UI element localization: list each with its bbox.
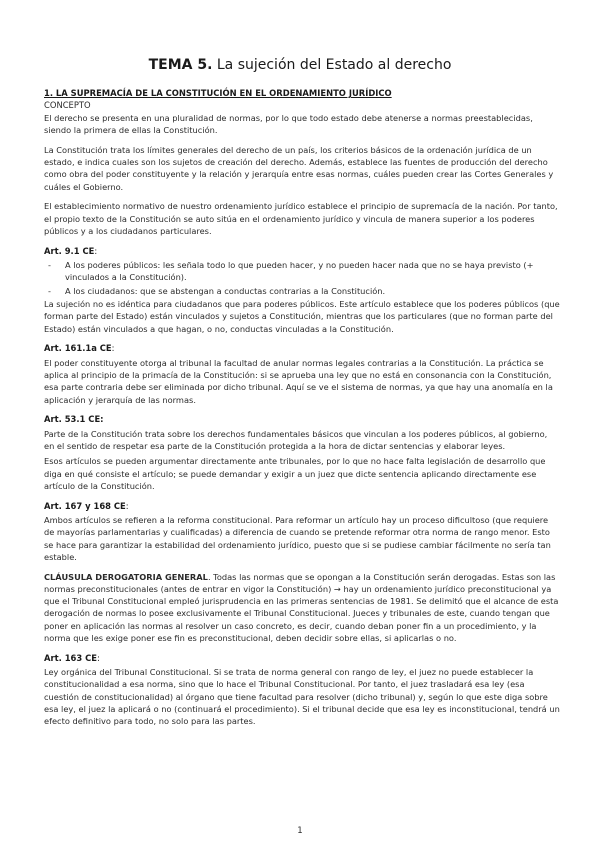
title-lead: TEMA 5. xyxy=(148,57,213,73)
paragraph: Parte de la Constitución trata sobre los derechos fundamentales básicos que vinculan a los poderes públicos, al gobierno, en el sentido de respetar esa parte de la Constitución protegida a la hora de dictar sentencias y elaborar leyes. xyxy=(44,428,548,451)
title-text: La sujeción del Estado al derecho xyxy=(216,57,452,73)
article-heading-163: Art. 163 CE: xyxy=(44,652,100,663)
article-heading-161: Art. 161.1a CE: xyxy=(44,343,115,354)
paragraph: Ley orgánica del Tribunal Constitucional. Si se trata de norma general con rango de ley, el juez no puede establecer la constitucionalidad a esa norma, sino que lo hace el Tribunal Constitucional. Por tanto, el juez trasladará esa ley (esa cuestión de constitucionalidad) al órgano que tiene facultad para resolver (dicho tribunal) y, según lo que este diga sobre esa ley, el juez la aplicará o no (continuará el procedimiento). Si el tribunal decide que esa ley es inconstitucional, tendrá un efecto definitivo para todo, no solo para las partes. xyxy=(44,667,560,727)
clausula-paragraph: CLÁUSULA DEROGATORIA GENERAL. Todas las normas que se opongan a la Constitución serán derogadas. Estas son las normas preconstitucionales (antes de entrar en vigor la Constitución) → hay un ordenamiento jurídico preconstitucional ya que el Tribunal Constitucional empleó jurisprudencia en las primeras sentencias de 1981. Se delimitó que el alcance de esta derogación de normas lo posee exclusivamente el Tribunal Constitucional. Jueces y tribunales de este, cuando tengan que poner en aplicación las normas al resolver un caso concreto, es decir, cuando deban poner fin a un procedimiento, y la norma que les exige poner ese fin es preconstitucional, deben decidir sobre ellas, si aplicarlas o no. xyxy=(44,571,559,644)
article-heading-9-1: Art. 9.1 CE: xyxy=(44,245,98,256)
section-heading: 1. LA SUPREMACÍA DE LA CONSTITUCIÓN EN EL ORDENAMIENTO JURÍDICO xyxy=(44,88,392,98)
section-subheading: CONCEPTO xyxy=(44,100,91,111)
list-item: - A los ciudadanos: que se abstengan a conductas contrarias a la Constitución. xyxy=(48,285,386,296)
page-number: 1 xyxy=(297,826,303,836)
paragraph: El establecimiento normativo de nuestro ordenamiento jurídico establece el principio de supremacía de la nación. Por tanto, el propio texto de la Constitución se auto sitúa en el ordenamiento jurídico y vincula de manera superior a los poderes públicos y a los ciudadanos particulares. xyxy=(44,201,558,236)
list-item: - A los poderes públicos: les señala todo lo que pueden hacer, y no pueden hacer nada que no se haya previsto (+ vinculados a la Constitución). xyxy=(48,260,534,283)
document-body xyxy=(44,87,560,735)
paragraph: La Constitución trata los límites generales del derecho de un país, los criterios básicos de la ordenación jurídica de un estado, e indica cuales son los sujetos de creación del derecho. Además, establece las fuentes de producción del derecho como obra del poder constituyente y la relación y jerarquía entre esas normas, cuáles pueden crear las Cortes Generales y cuáles el Gobierno. xyxy=(44,144,554,192)
article-heading-167-168: Art. 167 y 168 CE: xyxy=(44,500,129,511)
dash-list xyxy=(44,259,560,297)
page-title xyxy=(0,57,600,73)
paragraph: Ambos artículos se refieren a la reforma constitucional. Para reformar un artículo hay un proceso dificultoso (que requiere de mayorías parlamentarias y cualificadas) a diferencia de cuando se pretende reformar otra norma de rango menor. Esto se hace para garantizar la estabilidad del ordenamiento jurídico, puesto que si se pudiese cambiar fácilmente no sería tan estable. xyxy=(44,514,551,562)
paragraph: El poder constituyente otorga al tribunal la facultad de anular normas legales contrarias a la Constitución. La práctica se aplica al principio de la primacía de la Constitución: si se aprueba una ley que no está en consonancia con la Constitución, esa parte contraria debe ser eliminada por dicho tribunal. Aquí se ve el sistema de normas, ya que hay una anomalía en la aplicación y jerarquía de las normas. xyxy=(44,357,553,405)
clausula-label: CLÁUSULA DEROGATORIA GENERAL xyxy=(44,571,208,582)
paragraph: La sujeción no es idéntica para ciudadanos que para poderes públicos. Este artículo establece que los poderes públicos (que forman parte del Estado) están vinculados y sujetos a Constitución, mientras que los particulares (que no forman parte del Estado) están vinculados a que hagan, o no, conductas vinculadas a la Constitución. xyxy=(44,298,560,334)
article-heading-53-1: Art. 53.1 CE: xyxy=(44,414,104,425)
paragraph: Esos artículos se pueden argumentar directamente ante tribunales, por lo que no hace falta legislación de desarrollo que diga en qué consiste el artículo; se puede demandar y exigir a un juez que dicte sentencia aplicando directamente ese artículo de la Constitución. xyxy=(44,456,546,491)
paragraph: El derecho se presenta en una pluralidad de normas, por lo que todo estado debe atenerse a normas preestablecidas, siendo la primera de ellas la Constitución. xyxy=(44,112,533,135)
